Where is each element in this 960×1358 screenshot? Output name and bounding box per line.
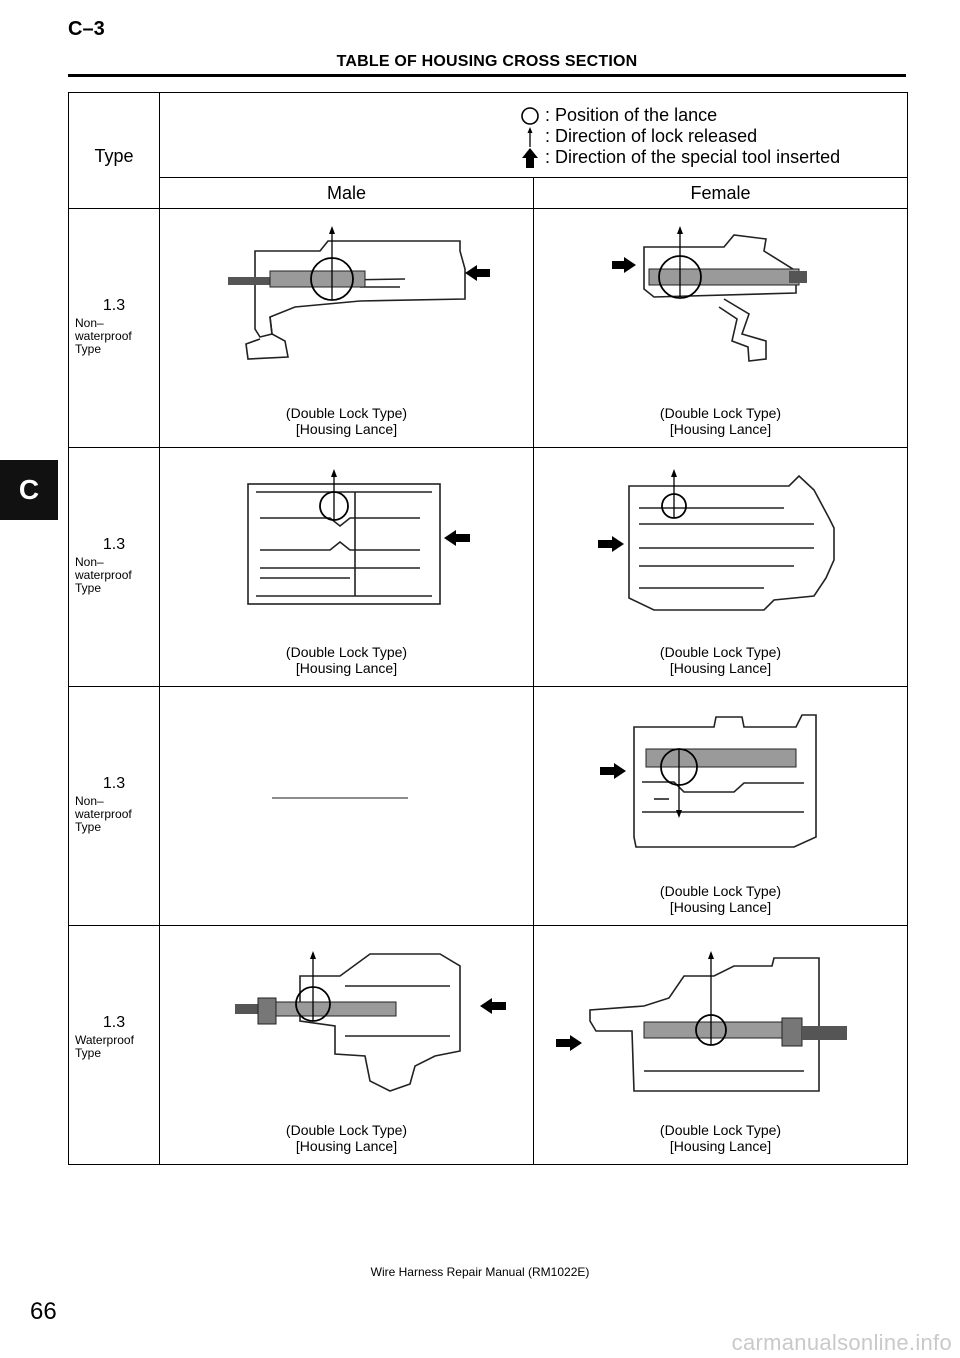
female-cell <box>534 448 908 687</box>
table-row <box>69 448 908 687</box>
table-row <box>69 687 908 926</box>
male-cell <box>160 926 534 1165</box>
male-cell <box>160 209 534 448</box>
legend-cell <box>160 93 908 178</box>
bold-arrow-up-icon <box>515 147 545 168</box>
legend-label: : Position of the lance <box>545 105 718 125</box>
table-row <box>69 209 908 448</box>
row-type-text: Non– waterproof Type <box>75 794 132 834</box>
legend-label: : Direction of lock released <box>545 126 758 146</box>
cell-caption: (Double Lock Type) [Housing Lance] <box>285 1122 408 1154</box>
legend-item-tool-insert <box>515 147 840 168</box>
cell-caption: (Double Lock Type) [Housing Lance] <box>659 644 782 676</box>
row-type-text: Waterproof Type <box>75 1033 134 1060</box>
female-cell <box>534 687 908 926</box>
column-header-female: Female <box>534 178 908 209</box>
male-cell <box>160 448 534 687</box>
column-header-male: Male <box>160 178 534 209</box>
row-number: 1.3 <box>102 775 126 792</box>
female-cell <box>534 926 908 1165</box>
table-row <box>69 926 908 1165</box>
legend-item-lance <box>515 105 840 126</box>
legend-label: : Direction of the special tool inserted <box>545 147 841 167</box>
page-title: TABLE OF HOUSING CROSS SECTION <box>336 53 638 70</box>
cell-caption: (Double Lock Type) [Housing Lance] <box>659 883 782 915</box>
watermark: carmanualsonline.info <box>731 1330 952 1355</box>
thin-arrow-up-icon <box>515 126 545 147</box>
cell-caption: (Double Lock Type) [Housing Lance] <box>285 405 408 437</box>
section-side-tab[interactable]: C <box>0 460 58 520</box>
male-placeholder-line <box>160 687 532 925</box>
circle-icon <box>515 105 545 126</box>
section-code: C–3 <box>68 18 105 40</box>
row-type-label <box>69 209 160 448</box>
male-cell <box>160 687 534 926</box>
row-type-text: Non– waterproof Type <box>75 316 132 356</box>
row-number: 1.3 <box>102 297 126 314</box>
type-header: Type <box>69 93 160 209</box>
cell-caption: (Double Lock Type) [Housing Lance] <box>659 405 782 437</box>
cell-caption: (Double Lock Type) [Housing Lance] <box>659 1122 782 1154</box>
legend <box>515 105 840 168</box>
cell-caption: (Double Lock Type) [Housing Lance] <box>285 644 408 676</box>
title-divider <box>68 74 906 77</box>
row-type-text: Non– waterproof Type <box>75 555 132 595</box>
manual-footer: Wire Harness Repair Manual (RM1022E) <box>370 1265 590 1279</box>
page-number: 66 <box>30 1298 57 1325</box>
row-type-label <box>69 448 160 687</box>
row-number: 1.3 <box>102 536 126 553</box>
row-number: 1.3 <box>102 1014 126 1031</box>
housing-cross-section-table <box>68 92 908 1165</box>
female-cell <box>534 209 908 448</box>
row-type-label <box>69 926 160 1165</box>
row-type-label <box>69 687 160 926</box>
legend-item-lock-release <box>515 126 840 147</box>
